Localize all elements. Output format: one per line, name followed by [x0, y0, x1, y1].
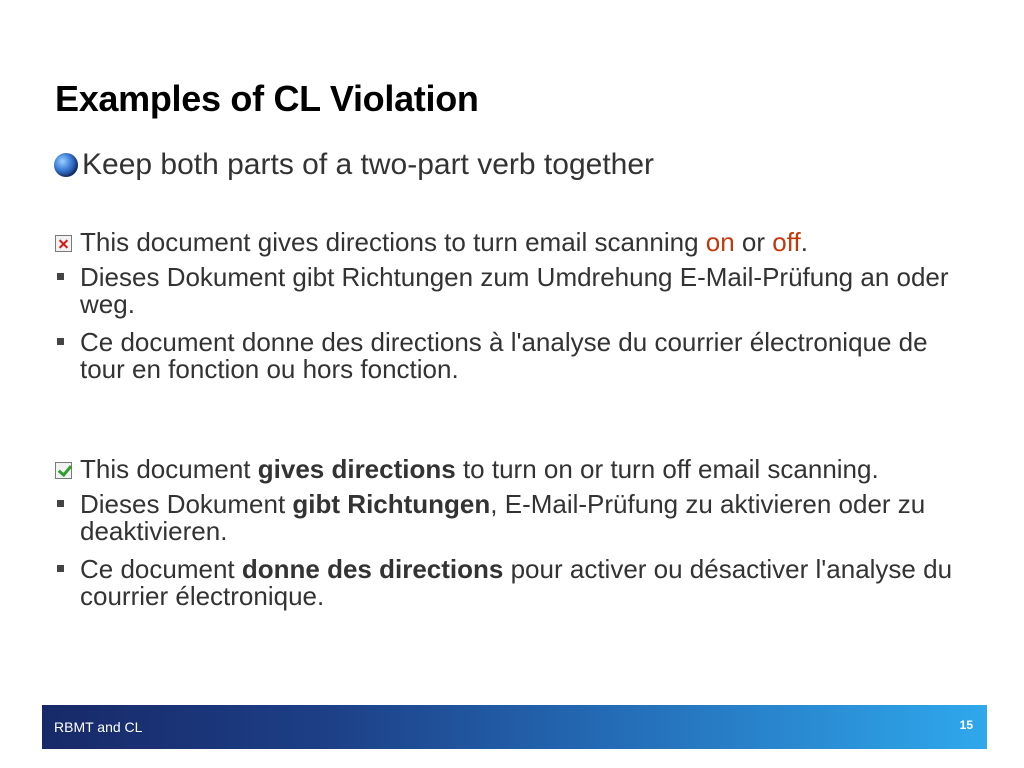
- bad-german-text: Dieses Dokument gibt Richtungen zum Umdrehung E-Mail-Prüfung an oder weg.: [80, 262, 949, 319]
- good-english-bold: gives directions: [257, 454, 456, 484]
- good-english-sentence: [55, 456, 975, 483]
- bad-french-text: Ce document donne des directions à l'analyse du courrier électronique de tour en fonction ou hors fonction.: [80, 327, 928, 384]
- bad-english-post: .: [800, 227, 808, 257]
- bad-example-block: [55, 229, 975, 394]
- good-english-post: to turn on or turn off email scanning.: [455, 454, 879, 484]
- good-german-bold: gibt Richtungen: [292, 489, 491, 519]
- highlight-on: on: [705, 227, 735, 257]
- good-french-post: pour activer ou désactiver l'analyse du courrier électronique.: [80, 554, 953, 611]
- bad-english-sentence: [55, 229, 975, 256]
- square-bullet-icon: [57, 338, 64, 345]
- good-german-post: , E-Mail-Prüfung zu aktivieren oder zu deaktivieren.: [80, 489, 926, 546]
- good-german-pre: Dieses Dokument: [80, 489, 293, 519]
- slide-title: Examples of CL Violation: [55, 78, 479, 119]
- footer-text: RBMT and CL: [54, 719, 143, 735]
- good-english-pre: This document: [80, 454, 258, 484]
- good-example-block: [55, 456, 975, 621]
- x-mark-icon: [55, 235, 72, 252]
- square-bullet-icon: [57, 273, 64, 280]
- bad-french-sentence: [55, 329, 975, 383]
- bad-german-sentence: [55, 264, 975, 318]
- subtitle: [54, 148, 654, 182]
- square-bullet-icon: [57, 565, 64, 572]
- subtitle-text: Keep both parts of a two-part verb together: [82, 148, 655, 181]
- footer-bar: [42, 705, 987, 749]
- bad-english-pre: This document gives directions to turn email scanning: [80, 227, 706, 257]
- check-mark-icon: [55, 462, 72, 479]
- square-bullet-icon: [57, 500, 64, 507]
- good-french-bold: donne des directions: [241, 554, 504, 584]
- good-french-sentence: [55, 556, 975, 610]
- good-german-sentence: [55, 491, 975, 545]
- page-number: 15: [959, 718, 973, 732]
- good-french-pre: Ce document: [80, 554, 242, 584]
- bad-english-mid: or: [734, 227, 773, 257]
- globe-icon: [54, 153, 78, 177]
- highlight-off: off: [772, 227, 801, 257]
